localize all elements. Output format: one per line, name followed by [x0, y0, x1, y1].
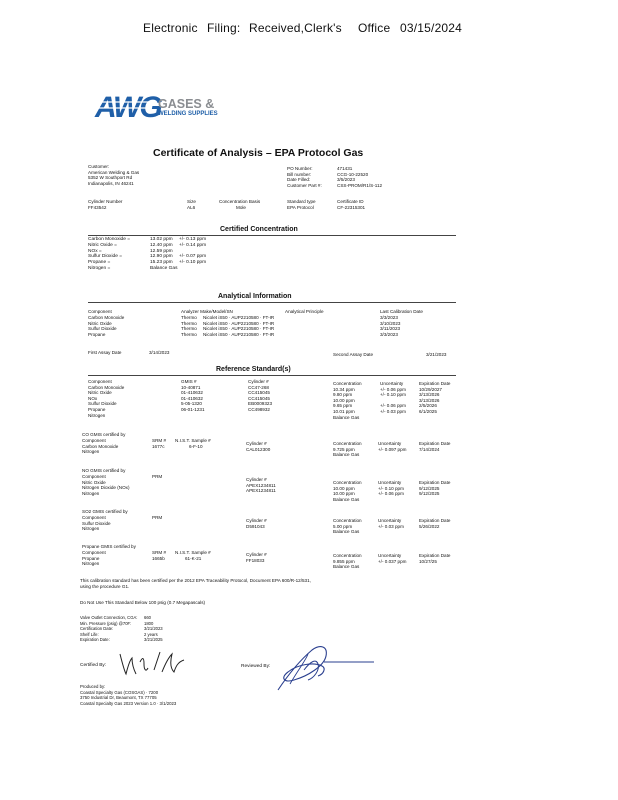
- ref-cylinder: CC47-268: [248, 384, 269, 390]
- analytical-model: Nicolet iS50 · AUP2210580 · FT-IR: [203, 320, 275, 326]
- group-balance-gas: Balance Gas: [333, 564, 360, 570]
- certified-uncertainties: [179, 237, 206, 266]
- propane-gmis-concentration: [333, 553, 362, 570]
- valve-outlet-value: 660: [144, 615, 151, 620]
- ref-component: Sulfur Dioxide: [88, 401, 117, 407]
- analytical-component: Sulfur Dioxide: [88, 326, 117, 332]
- group-uncertainty: +/- 0.03 ppm: [378, 523, 404, 529]
- second-assay-value: 3/21/2023: [426, 352, 447, 357]
- reviewed-signature: [264, 640, 382, 701]
- group-header: Cylinder #: [246, 477, 267, 482]
- propane-gmis-srm: [152, 550, 166, 561]
- analytical-dates: [380, 315, 400, 337]
- group-expiration: 5/26/2022: [419, 523, 440, 529]
- group-header: Concentration: [333, 441, 362, 446]
- customer-part-value: CSS-PROM/R1/S-112: [337, 182, 383, 188]
- group-header: Expiration Date: [419, 553, 451, 558]
- so2-gmis-expiration: [419, 518, 450, 529]
- certified-name: Nitric Oxide =: [88, 242, 117, 248]
- group-component: Propane: [82, 555, 100, 561]
- date-filled-label: Date Filled:: [287, 177, 311, 183]
- certified-value: 15.23 ppm: [150, 260, 173, 266]
- certificate-id-value: CF-22315301: [337, 205, 366, 210]
- ref-gmis: 01-410632: [181, 390, 203, 396]
- analytical-model: Nicolet iS50 · AUP2210580 · FT-IR: [203, 331, 275, 337]
- certified-value: 13.02 ppm: [150, 237, 173, 242]
- ref-gmis: 01-410632: [181, 395, 203, 401]
- co-gmis-expiration: [419, 441, 450, 452]
- no-gmis-uncertainty: [378, 480, 404, 497]
- ref-concentration: 10.00 ppm: [333, 397, 355, 403]
- ref-uncertainty: +/- 0.10 ppm: [380, 392, 406, 398]
- analytical-information-heading: Analytical Information: [218, 293, 292, 300]
- analytical-component: Carbon Monoxide: [88, 315, 125, 320]
- certified-value: Balance Gas: [150, 265, 178, 271]
- no-gmis-prm: PRM: [152, 474, 163, 479]
- concentration-basis-value: Mole: [236, 205, 246, 210]
- ref-col-expiration: [419, 381, 450, 415]
- certified-names: [88, 237, 130, 272]
- certified-uncertainty: +/- 0.10 ppm: [179, 260, 207, 266]
- customer-part-label: Customer Part #:: [287, 182, 322, 188]
- analytical-model: Nicolet iS50 · AUP2210580 · FT-IR: [203, 326, 275, 332]
- filing-header-word2: Filing:: [207, 21, 241, 35]
- ref-concentration: 9.65 ppm: [333, 403, 353, 409]
- analytical-makes: [181, 315, 197, 337]
- group-expiration: 9/12/2025: [419, 485, 440, 491]
- group-component: Sulfur Dioxide: [82, 520, 111, 526]
- filing-header-word3: Received,Clerk's: [249, 21, 342, 35]
- certified-uncertainty: +/- 0.13 ppm: [179, 237, 207, 242]
- group-concentration: 10.00 ppm: [333, 491, 355, 497]
- cert-info-values: [144, 615, 163, 643]
- ref-header: Cylinder #: [248, 379, 269, 384]
- group-concentration: 5.00 ppm: [333, 523, 353, 529]
- analytical-calibration-header: Last Calibration Date: [380, 309, 423, 314]
- so2-gmis-component: [82, 515, 111, 532]
- co-gmis-sample: [175, 438, 211, 449]
- ref-gmis: 06-01-1231: [181, 406, 205, 412]
- group-header: Component: [82, 474, 106, 479]
- reference-standards-heading: Reference Standard(s): [216, 366, 291, 373]
- bill-number-label: Bill number:: [287, 171, 312, 177]
- group-srm: 1677c: [152, 443, 165, 449]
- propane-gmis-cylinder: [246, 552, 267, 563]
- ref-header: Uncertainty: [380, 381, 404, 386]
- signature-reviewed-icon: [264, 640, 382, 696]
- propane-gmis-uncertainty: [378, 553, 406, 564]
- certified-signature: [114, 648, 190, 683]
- group-header: Uncertainty: [378, 553, 402, 558]
- certified-values: [150, 237, 177, 272]
- ref-header: GMIS #: [181, 379, 197, 384]
- group-uncertainty: +/- 0.097 ppm: [378, 446, 407, 452]
- order-info-values: [337, 166, 382, 188]
- so2-gmis-concentration: [333, 518, 362, 535]
- certified-uncertainty: +/- 0.14 ppm: [179, 242, 207, 248]
- logo-name-line2: WELDING SUPPLIES: [158, 111, 218, 117]
- ref-concentration: 10.34 ppm: [333, 386, 355, 392]
- logo-name-line1: GASES &: [158, 97, 215, 111]
- group-header: Concentration: [333, 480, 362, 485]
- customer-block: [88, 164, 139, 186]
- certified-name: Carbon Monoxide =: [88, 237, 130, 242]
- certified-uncertainty: +/- 0.07 ppm: [179, 254, 207, 260]
- group-cylinder: D591043: [246, 523, 265, 529]
- ref-col-concentration: [333, 381, 362, 420]
- customer-label: Customer:: [88, 164, 110, 169]
- min-pressure-value: 1800: [144, 620, 154, 626]
- ref-uncertainty: +/- 0.03 ppm: [380, 408, 406, 414]
- footer-line: Coastal Specialty Gas (COSGAS) · 7200: [80, 689, 159, 695]
- analytical-make: Thermo: [181, 320, 197, 326]
- ref-expiration: 3/13/2026: [419, 397, 440, 403]
- group-component: Carbon Monoxide: [82, 443, 119, 449]
- group-balance-name: Nitrogen: [82, 490, 100, 496]
- reviewed-by-label: Reviewed By:: [241, 664, 271, 669]
- analytical-date: 3/3/2023: [380, 331, 398, 337]
- ref-cylinder: CC498932: [248, 406, 270, 412]
- svg-text:AWG: AWG: [95, 91, 161, 124]
- analytical-component-header: Component: [88, 309, 112, 314]
- group-uncertainty: +/- 0.037 ppm: [378, 558, 407, 564]
- shelf-life-value: 2 years: [144, 631, 158, 637]
- group-concentration: 10.00 ppm: [333, 485, 355, 491]
- valve-outlet-label: Valve Outlet Connection, CGA:: [80, 615, 138, 620]
- analytical-date: 3/11/2023: [380, 326, 401, 332]
- ref-gmis: 5-05-1320: [181, 401, 202, 407]
- group-sample: 6-F-10: [189, 443, 203, 449]
- analytical-principle-header: Analytical Principle: [285, 309, 324, 314]
- group-header: Concentration: [333, 553, 362, 558]
- ref-component: Nitrogen: [88, 412, 106, 418]
- cert-info-labels: [80, 615, 137, 643]
- group-expiration: 10/27/25: [419, 558, 437, 564]
- ref-cylinder: CC415045: [248, 390, 270, 396]
- group-sample: 61-K-21: [185, 555, 202, 561]
- ref-component: Carbon Monoxide: [88, 384, 125, 390]
- company-logo: [94, 88, 161, 124]
- group-header: N.I.S.T. Sample #: [175, 438, 211, 443]
- footer-line: Produced by:: [80, 684, 106, 689]
- group-balance-name: Nitrogen: [82, 449, 100, 455]
- group-header: Cylinder #: [246, 441, 267, 446]
- ref-component: Propane: [88, 406, 106, 412]
- propane-gmis-expiration: [419, 553, 450, 564]
- section-divider: [88, 302, 456, 303]
- section-divider: [88, 375, 456, 376]
- certified-name: Sulfur Dioxide =: [88, 254, 122, 260]
- group-uncertainty: +/- 0.06 ppm: [378, 491, 404, 497]
- ref-col-gmis: [181, 379, 205, 413]
- group-header: Component: [82, 550, 106, 555]
- certified-value: 12.59 ppm: [150, 248, 173, 254]
- ref-concentration: 10.01 ppm: [333, 408, 355, 414]
- analytical-component: Propane: [88, 331, 106, 337]
- group-header: Cylinder #: [246, 518, 267, 523]
- ref-concentration: Balance Gas: [333, 414, 360, 420]
- group-cylinder: APEX1234811: [246, 488, 276, 494]
- group-balance-gas: Balance Gas: [333, 496, 360, 502]
- co-gmis-srm: [152, 438, 166, 449]
- bill-number-value: CCG-10-22520: [337, 171, 369, 177]
- co-gmis-component: [82, 438, 118, 455]
- so2-gmis-title: SO2 GMIS certified by: [82, 509, 128, 514]
- no-gmis-expiration: [419, 480, 450, 497]
- co-gmis-uncertainty: [378, 441, 406, 452]
- certified-name: NOx =: [88, 248, 102, 254]
- ref-expiration: 3/13/2026: [419, 392, 440, 398]
- so2-gmis-prm: PRM: [152, 515, 163, 520]
- no-gmis-cylinder: [246, 477, 276, 494]
- footer-block: [80, 684, 176, 706]
- group-header: Expiration Date: [419, 441, 451, 446]
- ref-col-uncertainty: [380, 381, 406, 415]
- protocol-note-line-1: This calibration standard has been certified per the 2012 EPA Traceability Protocol, Document EPA 600/R-12/531,: [80, 578, 311, 583]
- footer-line: 3750 Industrial Dr, Beaumont, TX 77705: [80, 695, 157, 701]
- shelf-life-label: Shelf Life:: [80, 631, 99, 637]
- ref-expiration: 2/5/2026: [419, 403, 437, 409]
- footer-line: Coastal Specialty Gas 2023 Version 1.0 · 3/1/2023: [80, 700, 177, 706]
- ref-header: Concentration: [333, 381, 362, 386]
- certification-date-label: Certification Date:: [80, 626, 114, 632]
- ref-cylinder: CC415045: [248, 395, 270, 401]
- second-assay-label: Second Assay Date: [333, 352, 374, 357]
- group-header: Component: [82, 438, 106, 443]
- group-component: Nitrogen Dioxide (NOx): [82, 485, 130, 491]
- first-assay-value: 3/14/2023: [149, 350, 170, 355]
- cylinder-number-header: Cylinder Number: [88, 199, 123, 204]
- pressure-warning: Do Not Use This Standard Below 100 psig (0.7 Megapascals): [80, 600, 206, 605]
- group-header: Expiration Date: [419, 480, 451, 485]
- propane-gmis-title: Propane GMIS certified by: [82, 544, 136, 549]
- expiration-date-label: Expiration Date:: [80, 637, 110, 643]
- group-cylinder: FF18033: [246, 557, 265, 563]
- ref-col-cylinder: [248, 379, 272, 413]
- propane-gmis-sample: [175, 550, 211, 561]
- expiration-date-value: 3/21/2025: [144, 637, 163, 643]
- analytical-date: 3/3/2023: [380, 315, 398, 320]
- signature-certified-icon: [114, 648, 190, 678]
- ref-cylinder: EB0009323: [248, 401, 273, 407]
- ref-header: Expiration Date: [419, 381, 451, 386]
- customer-line-1: American Welding & Gas: [88, 169, 140, 175]
- group-header: Uncertainty: [378, 441, 402, 446]
- standard-type-value: EPA Protocol: [287, 205, 314, 210]
- co-gmis-title: CO GMIS certified by: [82, 432, 126, 437]
- group-component: Nitric Oxide: [82, 479, 106, 485]
- certified-value: 12.90 ppm: [150, 254, 173, 260]
- ref-header: Component: [88, 379, 112, 384]
- logo-mark-icon: [94, 88, 161, 124]
- group-expiration: 9/12/2025: [419, 491, 440, 497]
- ref-component: NOx: [88, 395, 98, 401]
- analytical-make: Thermo: [181, 331, 197, 337]
- certified-name: Nitrogen =: [88, 265, 111, 271]
- no-gmis-concentration: [333, 480, 362, 502]
- certified-by-label: Certified By:: [80, 663, 107, 668]
- certified-concentration-heading: Certified Concentration: [220, 226, 298, 233]
- po-number-value: 471431: [337, 166, 353, 171]
- analytical-components: [88, 315, 124, 337]
- customer-line-2: 5352 W Southport Rd: [88, 175, 133, 181]
- group-header: SRM #: [152, 438, 167, 443]
- analytical-date: 3/10/2023: [380, 320, 401, 326]
- ref-uncertainty: +/- 0.06 ppm: [380, 403, 406, 409]
- group-balance-gas: Balance Gas: [333, 452, 360, 458]
- group-cylinder: CAL012300: [246, 446, 271, 452]
- propane-gmis-component: [82, 550, 106, 567]
- certification-date-value: 3/21/2023: [144, 626, 163, 632]
- group-header: Component: [82, 515, 106, 520]
- ref-gmis: 10-40871: [181, 384, 201, 390]
- size-value: AL6: [187, 205, 196, 210]
- ref-component: Nitric Oxide: [88, 390, 112, 396]
- filing-header-prefix: Electronic: [143, 21, 198, 35]
- certified-name: Propane =: [88, 260, 111, 266]
- group-header: Uncertainty: [378, 480, 402, 485]
- group-concentration: 9.855 ppm: [333, 558, 355, 564]
- group-header: SRM #: [152, 550, 167, 555]
- ref-concentration: 9.80 ppm: [333, 392, 353, 398]
- analytical-component: Nitric Oxide: [88, 320, 112, 326]
- group-header: Concentration: [333, 518, 362, 523]
- analytical-make: Thermo: [181, 326, 197, 332]
- group-header: Cylinder #: [246, 552, 267, 557]
- group-balance-name: Nitrogen: [82, 561, 100, 567]
- po-number-label: PO Number:: [287, 166, 313, 171]
- co-gmis-cylinder: [246, 441, 270, 452]
- customer-line-3: Indianapolis, IN 46241: [88, 180, 134, 186]
- concentration-basis-header: Concentration Basis: [219, 199, 261, 204]
- size-header: Size: [187, 199, 196, 204]
- document-title: Certificate of Analysis – EPA Protocol Gas: [153, 147, 364, 159]
- group-header: N.I.S.T. Sample #: [175, 550, 211, 555]
- min-pressure-label: Min. Pressure (psig) @70F:: [80, 620, 132, 626]
- section-divider: [88, 235, 456, 236]
- analytical-model: Nicolet iS50 · AUP2210580 · FT-IR: [203, 315, 275, 320]
- group-expiration: 7/14/2024: [419, 446, 440, 452]
- co-gmis-concentration: [333, 441, 362, 458]
- ref-expiration: 10/29/2027: [419, 386, 442, 392]
- analytical-make: Thermo: [181, 315, 197, 320]
- standard-type-header: Standard type: [287, 199, 316, 204]
- group-header: Uncertainty: [378, 518, 402, 523]
- group-cylinder: APEX1234811: [246, 482, 276, 488]
- filing-header-word4: Office: [358, 21, 391, 35]
- protocol-note-line-2: using the procedure G1.: [80, 584, 130, 589]
- so2-gmis-cylinder: [246, 518, 267, 529]
- group-balance-gas: Balance Gas: [333, 529, 360, 535]
- ref-col-component: [88, 379, 124, 418]
- no-gmis-title: NO GMIS certified by: [82, 468, 126, 473]
- group-concentration: 9.725 ppm: [333, 446, 355, 452]
- group-uncertainty: +/- 0.10 ppm: [378, 485, 404, 491]
- group-header: Expiration Date: [419, 518, 451, 523]
- so2-gmis-uncertainty: [378, 518, 404, 529]
- analytical-models: [203, 315, 274, 337]
- no-gmis-component: [82, 474, 129, 496]
- certificate-id-header: Certificate ID: [337, 199, 364, 204]
- certified-value: 12.40 ppm: [150, 242, 173, 248]
- ref-expiration: 6/1/2025: [419, 408, 437, 414]
- order-info-labels: [287, 166, 322, 188]
- group-balance-name: Nitrogen: [82, 526, 100, 532]
- date-filled-value: 3/5/2023: [337, 177, 355, 183]
- ref-uncertainty: +/- 0.06 ppm: [380, 386, 406, 392]
- first-assay-label: First Assay Date: [88, 350, 122, 355]
- filing-header-date: 03/15/2024: [400, 21, 463, 35]
- analytical-analyzer-header: Analyzer Make/Model/SN: [181, 309, 233, 314]
- cylinder-number-value: FF43542: [88, 205, 107, 210]
- group-srm: 1665b: [152, 555, 165, 561]
